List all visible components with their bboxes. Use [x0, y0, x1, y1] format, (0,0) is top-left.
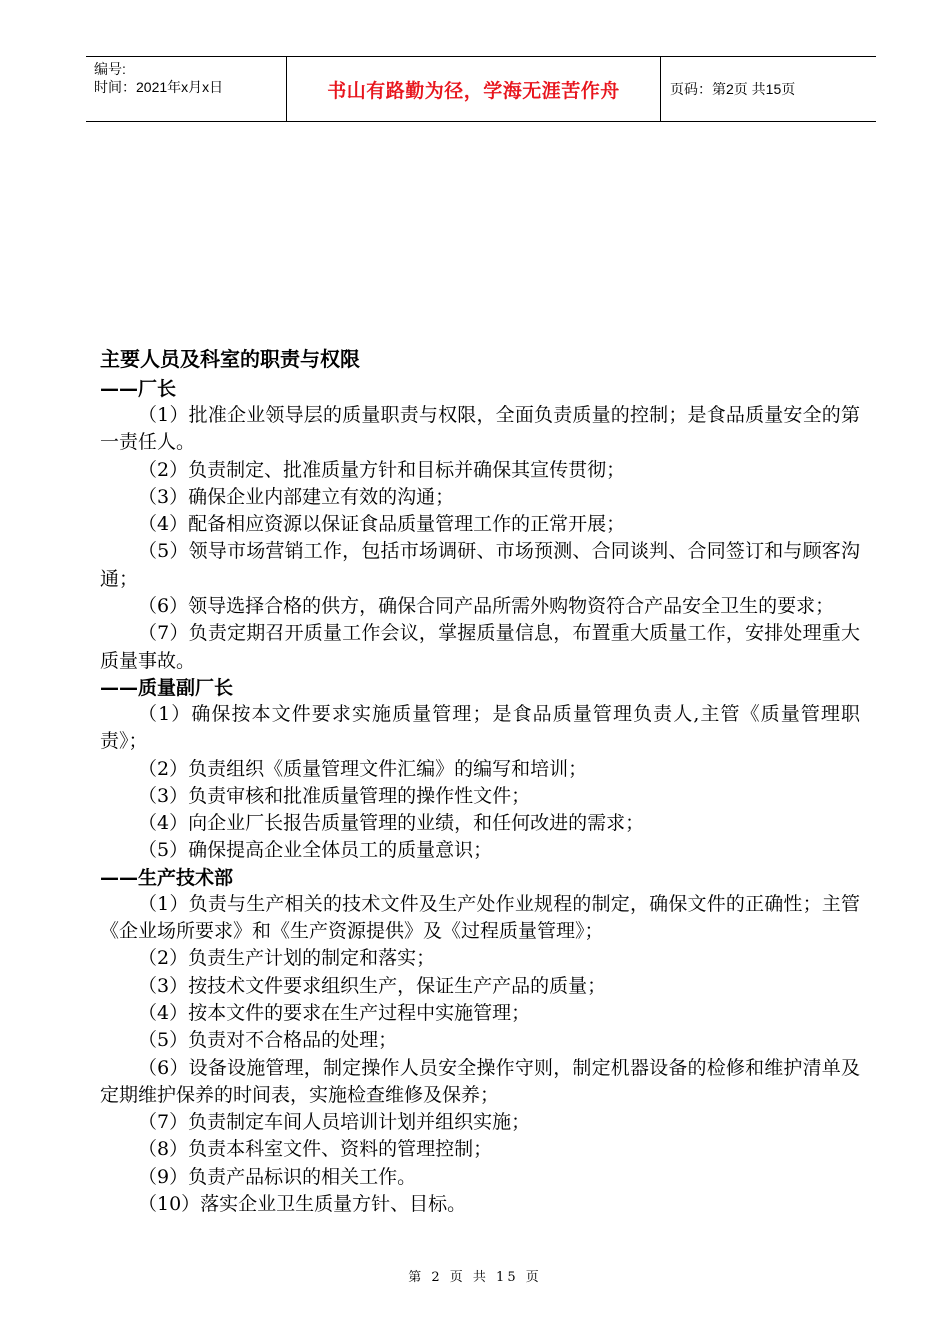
- duty-item: （4）按本文件的要求在生产过程中实施管理；: [138, 1001, 531, 1024]
- duty-item: （5）确保提高企业全体员工的质量意识；: [138, 839, 493, 862]
- footer-page-number: 第 2 页 共 15 页: [408, 1270, 542, 1285]
- section-production-technology-dept: [100, 865, 860, 1219]
- duty-item: （7）负责定期召开质量工作会议，掌握质量信息，布置重大质量工作，安排处理重大质量事故。: [100, 622, 860, 672]
- duty-item: （1）负责与生产相关的技术文件及生产处作业规程的制定，确保文件的正确性；主管《企业场所要求》和《生产资源提供》及《过程质量管理》；: [100, 892, 860, 943]
- document-body: [100, 342, 860, 1218]
- page-footer: [0, 1266, 950, 1285]
- header-motto-cell: [287, 57, 661, 121]
- duty-item: （7）负责制定车间人员培训计划并组织实施；: [138, 1111, 531, 1134]
- document-time-label: 时间：2021年x月x日: [94, 79, 224, 95]
- page-header: [86, 56, 876, 122]
- header-page-cell: [661, 57, 876, 121]
- duty-item: （1）批准企业领导层的质量职责与权限，全面负责质量的控制；是食品质量安全的第一责任人。: [100, 404, 860, 454]
- section-heading: ——厂长: [100, 378, 177, 400]
- duty-item: （5）负责对不合格品的处理；: [138, 1029, 398, 1052]
- duty-item: （9）负责产品标识的相关工作。: [138, 1165, 417, 1188]
- duty-item: （6）领导选择合格的供方，确保合同产品所需外购物资符合产品安全卫生的要求；: [138, 595, 835, 618]
- section-quality-deputy-director: [100, 675, 860, 865]
- duty-item: （3）负责审核和批准质量管理的操作性文件；: [138, 784, 531, 807]
- section-heading: ——质量副厂长: [100, 676, 234, 699]
- header-meta-cell: [86, 57, 287, 121]
- duty-item: （1）确保按本文件要求实施质量管理；是食品质量管理负责人,主管《质量管理职责》；: [100, 702, 860, 753]
- duty-item: （4）向企业厂长报告质量管理的业绩，和任何改进的需求；: [138, 812, 645, 835]
- duty-item: （4）配备相应资源以保证食品质量管理工作的正常开展；: [138, 513, 626, 536]
- duty-item: （2）负责制定、批准质量方针和目标并确保其宣传贯彻；: [138, 458, 626, 481]
- duty-item: （3）确保企业内部建立有效的沟通；: [138, 485, 455, 508]
- duty-item: （3）按技术文件要求组织生产，保证生产产品的质量；: [138, 974, 607, 997]
- duty-item: （10）落实企业卫生质量方针、目标。: [138, 1193, 467, 1216]
- section-heading: ——生产技术部: [100, 866, 234, 889]
- header-page-info: 页码：第2页 共15页: [670, 81, 796, 97]
- section-factory-director: [100, 376, 860, 675]
- document-title: 主要人员及科室的职责与权限: [100, 347, 360, 371]
- document-number-label: 编号:: [94, 61, 126, 77]
- duty-item: （6）设备设施管理，制定操作人员安全操作守则，制定机器设备的检修和维护清单及定期维护保养的时间表，实施检查维修及保养；: [100, 1056, 860, 1106]
- duty-item: （2）负责组织《质量管理文件汇编》的编写和培训；: [138, 757, 588, 780]
- duty-item: （2）负责生产计划的制定和落实；: [138, 947, 436, 970]
- duty-item: （8）负责本科室文件、资料的管理控制；: [138, 1138, 493, 1161]
- duty-item: （5）领导市场营销工作，包括市场调研、市场预测、合同谈判、合同签订和与顾客沟通；: [100, 540, 860, 590]
- header-motto: 书山有路勤为径，学海无涯苦作舟: [327, 79, 620, 102]
